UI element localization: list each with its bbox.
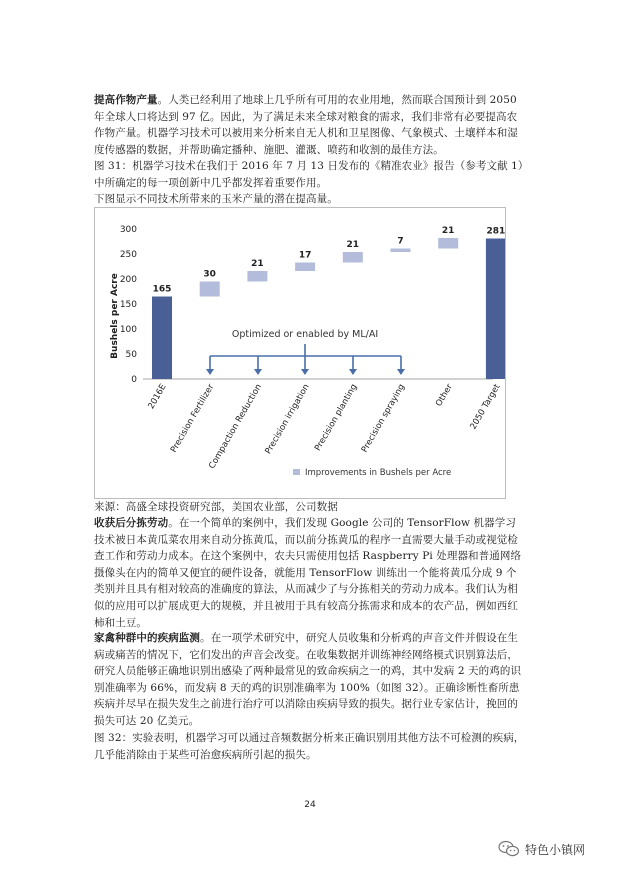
x-tick-label: Precision Fertilizer [168, 382, 217, 455]
text-sorting: 。在一个简单的案例中，我们发现 Google 公司的 TensorFlow 机器学习技术被日本黄瓜菜农用来自动分拣黄瓜，而以前分拣黄瓜的程序一直需要大量手动或视觉检查工作和劳动力成本。在这个案例中，农夫只需使用包括 Raspberry Pi 处理器和普通网络摄像头在内的简单又便宜的硬件设备，就能用 TensorFlow 训练出一个能将黄瓜分成 9 个类别并且具有相对较高的准确度的算法，从而减少了与分拣相关的劳动力成本。我们认为相似的应用可以扩展成更大的规模，并且被用于具有较高分拣需求和成本的农产品，例如西红柿和土豆。 [94, 517, 522, 629]
heading-crop-yield: 提高作物产量 [94, 94, 158, 106]
increment-bar [295, 263, 315, 272]
chart-intro: 下图显示不同技术所带来的玉米产量的潜在提高量。 [94, 193, 338, 205]
y-tick-label: 300 [119, 225, 137, 235]
x-tick-label: Compaction Reduction [207, 382, 264, 471]
data-label: 21 [346, 240, 360, 250]
paragraph-crop-yield [94, 92, 526, 158]
data-label: 281 [486, 226, 505, 237]
x-tick-label: Other [434, 382, 455, 409]
increment-bar [247, 271, 267, 282]
data-label: 21 [251, 259, 264, 269]
ml-annotation: Optimized or enabled by ML/AI [231, 329, 379, 340]
x-tick-label: Precision irrigation [263, 382, 312, 456]
total-bar [486, 239, 505, 380]
data-label: 165 [152, 284, 172, 295]
watermark [498, 840, 585, 858]
ml-arrowheads [206, 369, 405, 375]
data-label: 17 [298, 250, 312, 261]
data-label: 7 [397, 236, 404, 247]
text-crop-yield: 。人类已经利用了地球上几乎所有可用的农业用地，然而联合国预计到 2050 年全球人口将达到 97 亿。因此，为了满足未来全球对粮食的需求，我们非常有必要提高农作物产量。机器学习技术可以被用来分析来自无人机和卫星图像、气象模式、土壤样本和湿度传感器的数据，并帮助确定播种、施肥、灌溉、喷药和收割的最佳方法。 [94, 94, 518, 156]
chart-frame [94, 207, 506, 499]
y-tick-label: 0 [131, 375, 137, 385]
total-bar [152, 297, 172, 380]
increment-bar [343, 252, 363, 263]
figure-32-caption: 图 32：实验表明，机器学习可以通过音频数据分析来正确识别用其他方法不可检测的疾病，几乎能消除由于某些可治愈疾病所引起的损失。 [94, 732, 525, 761]
increment-bar [200, 282, 220, 297]
y-tick-label: 200 [119, 275, 137, 285]
ml-arrows [210, 344, 401, 370]
y-tick-label: 150 [119, 300, 137, 310]
x-tick-label: Precision planting [313, 382, 360, 453]
y-tick-label: 50 [125, 350, 137, 360]
heading-poultry: 家禽种群中的疾病监测 [94, 632, 200, 644]
y-axis-label: Bushels per Acre [110, 273, 120, 359]
increment-bar [438, 238, 458, 249]
data-label: 21 [441, 226, 455, 236]
page-number: 24 [304, 800, 316, 810]
legend-label: Improvements in Bushels per Acre [305, 468, 452, 478]
paragraph-poultry [94, 630, 526, 730]
paragraph-sorting [94, 515, 526, 631]
data-label: 30 [203, 269, 216, 280]
source-line: 来源：高盛全球投资研究部，美国农业部，公司数据 [94, 501, 338, 513]
text-poultry: 。在一项学术研究中，研究人员收集和分析鸡的声音文件并假设在生病或痛苦的情况下，它们发出的声音会改变。在收集数据并训练神经网络模式识别算法后，研究人员能够正确地识别出感染了两种最常见的致命疾病之一的鸡，其中发病 2 天的鸡的识别准确率为 66%，而发病 8 天的鸡的识别准确率为 100%（如图 32）。正确诊断性畜所患疾病并尽早在损失发生之前进行治疗可以消除由疾病导致的损失。据行业专家估计，挽回的损失可达 20 亿美元。 [94, 632, 522, 727]
waterfall-chart [95, 208, 505, 498]
legend-swatch [293, 469, 300, 475]
figure-31-caption: 图 31：机器学习技术在我们于 2016 年 7 月 13 日发布的《精准农业》报告（参考文献 1）中所确定的每一项创新中几乎都发挥着重要作用。 [94, 160, 524, 189]
increment-bar [391, 249, 411, 253]
y-tick-label: 250 [119, 250, 137, 260]
watermark-text: 特色小镇网 [525, 842, 586, 857]
x-tick-label: 2016E [146, 382, 169, 411]
x-tick-label: Precision spraying [359, 382, 408, 455]
wechat-icon [498, 840, 520, 858]
heading-sorting: 收获后分拣劳动 [94, 517, 169, 529]
y-tick-label: 100 [119, 325, 137, 335]
x-tick-label: 2050 Target [468, 382, 503, 432]
